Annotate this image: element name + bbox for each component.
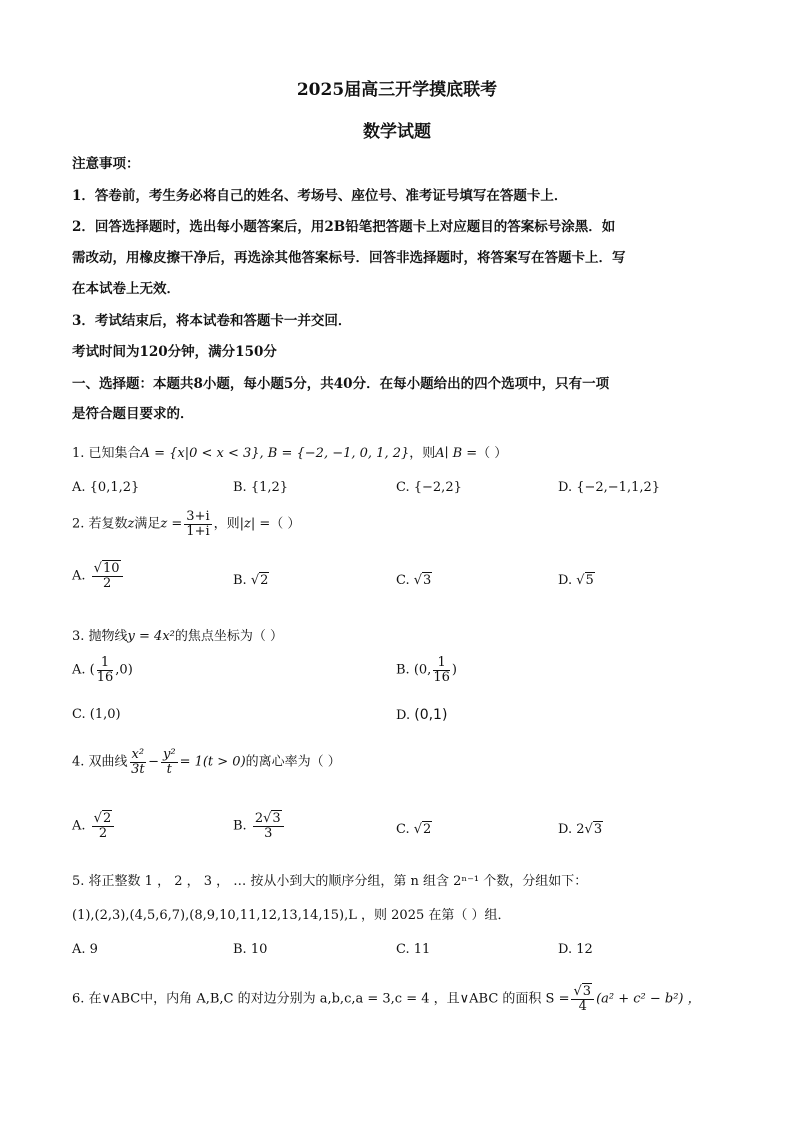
q3-option-b-num: 1: [433, 656, 450, 671]
q2-fraction: [184, 510, 211, 538]
q5-option-a[interactable]: A. 9: [72, 942, 98, 957]
question-5-line-2: (1),(2,3),(4,5,6,7),(8,9,10,11,12,13,14,15),L ，则 2025 在第（ ）组．: [72, 908, 511, 923]
q4-suffix: 的离心率为（ ）: [245, 754, 341, 770]
q4-option-c-label: C.: [396, 822, 410, 837]
q5-option-b[interactable]: B. 10: [233, 942, 268, 957]
q2-var: z: [127, 516, 135, 532]
q3-option-a-fraction: [97, 656, 114, 684]
q3-option-b-open: (0,: [413, 662, 432, 678]
q2-option-d-radicand: 5: [585, 573, 594, 588]
q4-option-d-label: D.: [558, 822, 573, 837]
question-1: [72, 442, 507, 461]
q2-prefix: 2. 若复数: [72, 516, 128, 532]
q3-option-d-label: D.: [396, 708, 411, 723]
q3-equation: y = 4x²: [127, 629, 175, 644]
q4-fraction-2-num: y²: [163, 747, 176, 762]
q3-suffix: 的焦点坐标为（ ）: [174, 629, 284, 644]
q3-option-b-label: B.: [396, 662, 410, 678]
q4-option-b-label: B.: [233, 818, 247, 834]
q4-option-b-radicand: 3: [272, 811, 281, 826]
q2-mid: 满足: [134, 516, 161, 532]
q2-numerator: 3+i: [186, 509, 210, 524]
q1-option-c[interactable]: C. {−2,2}: [396, 480, 462, 495]
q4-option-d-radicand: 3: [593, 822, 603, 837]
q4-option-a-num: √2: [92, 812, 115, 827]
q4-option-c[interactable]: C. √2: [396, 822, 432, 837]
q4-fraction-1-num: x²: [131, 747, 145, 762]
q2-option-b-radicand: 2: [260, 573, 269, 588]
q3-option-b[interactable]: [396, 656, 457, 684]
q4-fraction-1-den: 3t: [131, 761, 145, 777]
q2-option-c[interactable]: C. √3: [396, 573, 432, 588]
q2-option-c-radicand: 3: [423, 573, 432, 588]
q2-option-d[interactable]: D. √5: [558, 573, 594, 588]
q2-blank: （ ）: [270, 516, 301, 532]
q2-option-c-label: C.: [396, 573, 410, 588]
q1-blank: （ ）: [477, 446, 508, 461]
q1-set-a: A = {x|0 < x < 3}: [140, 446, 260, 461]
q2-option-a-radicand: 10: [102, 561, 120, 576]
q4-option-b[interactable]: [233, 812, 286, 840]
q6-fraction-num: √3: [571, 985, 594, 1000]
q6-fraction: [571, 985, 594, 1013]
q4-option-a-den: 2: [98, 825, 108, 841]
q2-option-b[interactable]: B. √2: [233, 573, 269, 588]
q6-tail: (a² + c² − b²) ，: [596, 991, 701, 1007]
q3-option-a-close: ,0): [115, 662, 133, 678]
q4-option-c-radicand: 2: [423, 822, 432, 837]
q3-option-b-close: ): [451, 662, 457, 678]
q2-denominator: 1+i: [186, 523, 210, 539]
q3-option-a-open: (: [89, 662, 95, 678]
q2-suffix: ，则: [213, 516, 240, 532]
notice-item-3: 3．考试结束后，将本试卷和答题卡一并交回．: [72, 313, 352, 329]
q3-option-d-value: (0,1): [414, 707, 448, 723]
q4-option-b-num: 2√3: [253, 812, 284, 827]
q1-suffix: ，则: [409, 446, 436, 461]
q4-option-a[interactable]: [72, 812, 116, 840]
exam-subject: 数学试题: [363, 122, 431, 142]
q4-option-b-coef: 2: [254, 811, 264, 826]
q4-minus: −: [148, 754, 159, 770]
q1-option-d[interactable]: D. {−2,−1,1,2}: [558, 480, 661, 495]
q3-option-b-fraction: [433, 656, 450, 684]
q4-option-d[interactable]: D. 2√3: [558, 822, 603, 837]
q3-option-d[interactable]: [396, 707, 447, 723]
q4-rhs: = 1(t > 0): [179, 754, 246, 770]
q4-option-a-fraction: [92, 812, 115, 840]
notice-heading: 注意事项：: [72, 156, 140, 172]
question-2: [72, 510, 300, 538]
q4-option-a-label: A.: [72, 818, 86, 834]
q3-option-b-den: 16: [433, 669, 450, 685]
q5-option-c[interactable]: C. 11: [396, 942, 431, 957]
q2-option-a[interactable]: [72, 562, 125, 590]
section-1-line-1: 一、选择题：本题共8小题，每小题5分，共40分．在每小题给出的四个选项中，只有一项: [72, 376, 610, 392]
q4-fraction-1: [130, 748, 147, 776]
q4-option-b-den: 3: [264, 825, 273, 841]
q1-expr: A∣ B =: [435, 446, 478, 461]
q1-prefix: 1. 已知集合: [72, 446, 141, 461]
q2-option-a-label: A.: [72, 568, 86, 584]
q2-option-a-den: 2: [102, 575, 112, 591]
notice-item-1: 1．答卷前，考生务必将自己的姓名、考场号、座位号、准考证号填写在答题卡上．: [72, 188, 568, 204]
q4-prefix: 4. 双曲线: [72, 754, 128, 770]
notice-item-2-line-3: 在本试卷上无效．: [72, 281, 180, 297]
q4-fraction-2-den: t: [166, 761, 172, 777]
q3-prefix: 3. 抛物线: [72, 629, 128, 644]
question-3: [72, 625, 283, 644]
q2-abs: |z| =: [239, 516, 271, 532]
q3-option-a-den: 16: [96, 669, 114, 685]
question-4: [72, 748, 341, 776]
q6-fraction-den: 4: [578, 998, 587, 1014]
q4-option-a-radicand: 2: [102, 811, 112, 826]
q1-option-a[interactable]: A. {0,1,2}: [72, 480, 140, 495]
q1-option-b[interactable]: B. {1,2}: [233, 480, 289, 495]
q3-option-a-label: A.: [72, 662, 86, 678]
q3-option-c[interactable]: C. (1,0): [72, 707, 121, 722]
q1-set-b: , B = {−2, −1, 0, 1, 2}: [259, 446, 410, 461]
question-5-line-1: 5. 将正整数 1 ， 2 ， 3 ， … 按从小到大的顺序分组，第 n 组含 2ⁿ⁻¹ 个数，分组如下：: [72, 874, 588, 889]
q4-option-b-fraction: [253, 812, 284, 840]
q2-option-a-fraction: [92, 562, 123, 590]
q2-option-b-label: B.: [233, 573, 247, 588]
section-1-line-2: 是符合题目要求的．: [72, 406, 194, 422]
q3-option-a-num: 1: [97, 656, 114, 671]
q6-prefix: 6. 在∨ABC中，内角 A,B,C 的对边分别为 a,b,c,a = 3,c = 4 ，且∨ABC 的面积 S =: [72, 991, 570, 1007]
q2-option-a-num: √10: [92, 562, 123, 577]
q6-fraction-radicand: 3: [582, 984, 592, 999]
q2-option-d-label: D.: [558, 573, 573, 588]
notice-item-2-line-2: 需改动，用橡皮擦干净后，再选涂其他答案标号．回答非选择题时，将答案写在答题卡上．写: [72, 250, 626, 266]
q5-option-d[interactable]: D. 12: [558, 942, 593, 957]
q4-fraction-2: [161, 748, 178, 776]
exam-time: 考试时间为120分钟，满分150分: [72, 344, 277, 360]
q3-option-a[interactable]: [72, 656, 133, 684]
q2-lhs: z =: [160, 516, 183, 532]
notice-item-2-line-1: 2．回答选择题时，选出每小题答案后，用2B铅笔把答题卡上对应题目的答案标号涂黑．如: [72, 219, 616, 235]
exam-title: 2025届高三开学摸底联考: [296, 80, 498, 100]
question-6: [72, 985, 701, 1013]
q4-option-d-coef: 2: [576, 822, 585, 837]
